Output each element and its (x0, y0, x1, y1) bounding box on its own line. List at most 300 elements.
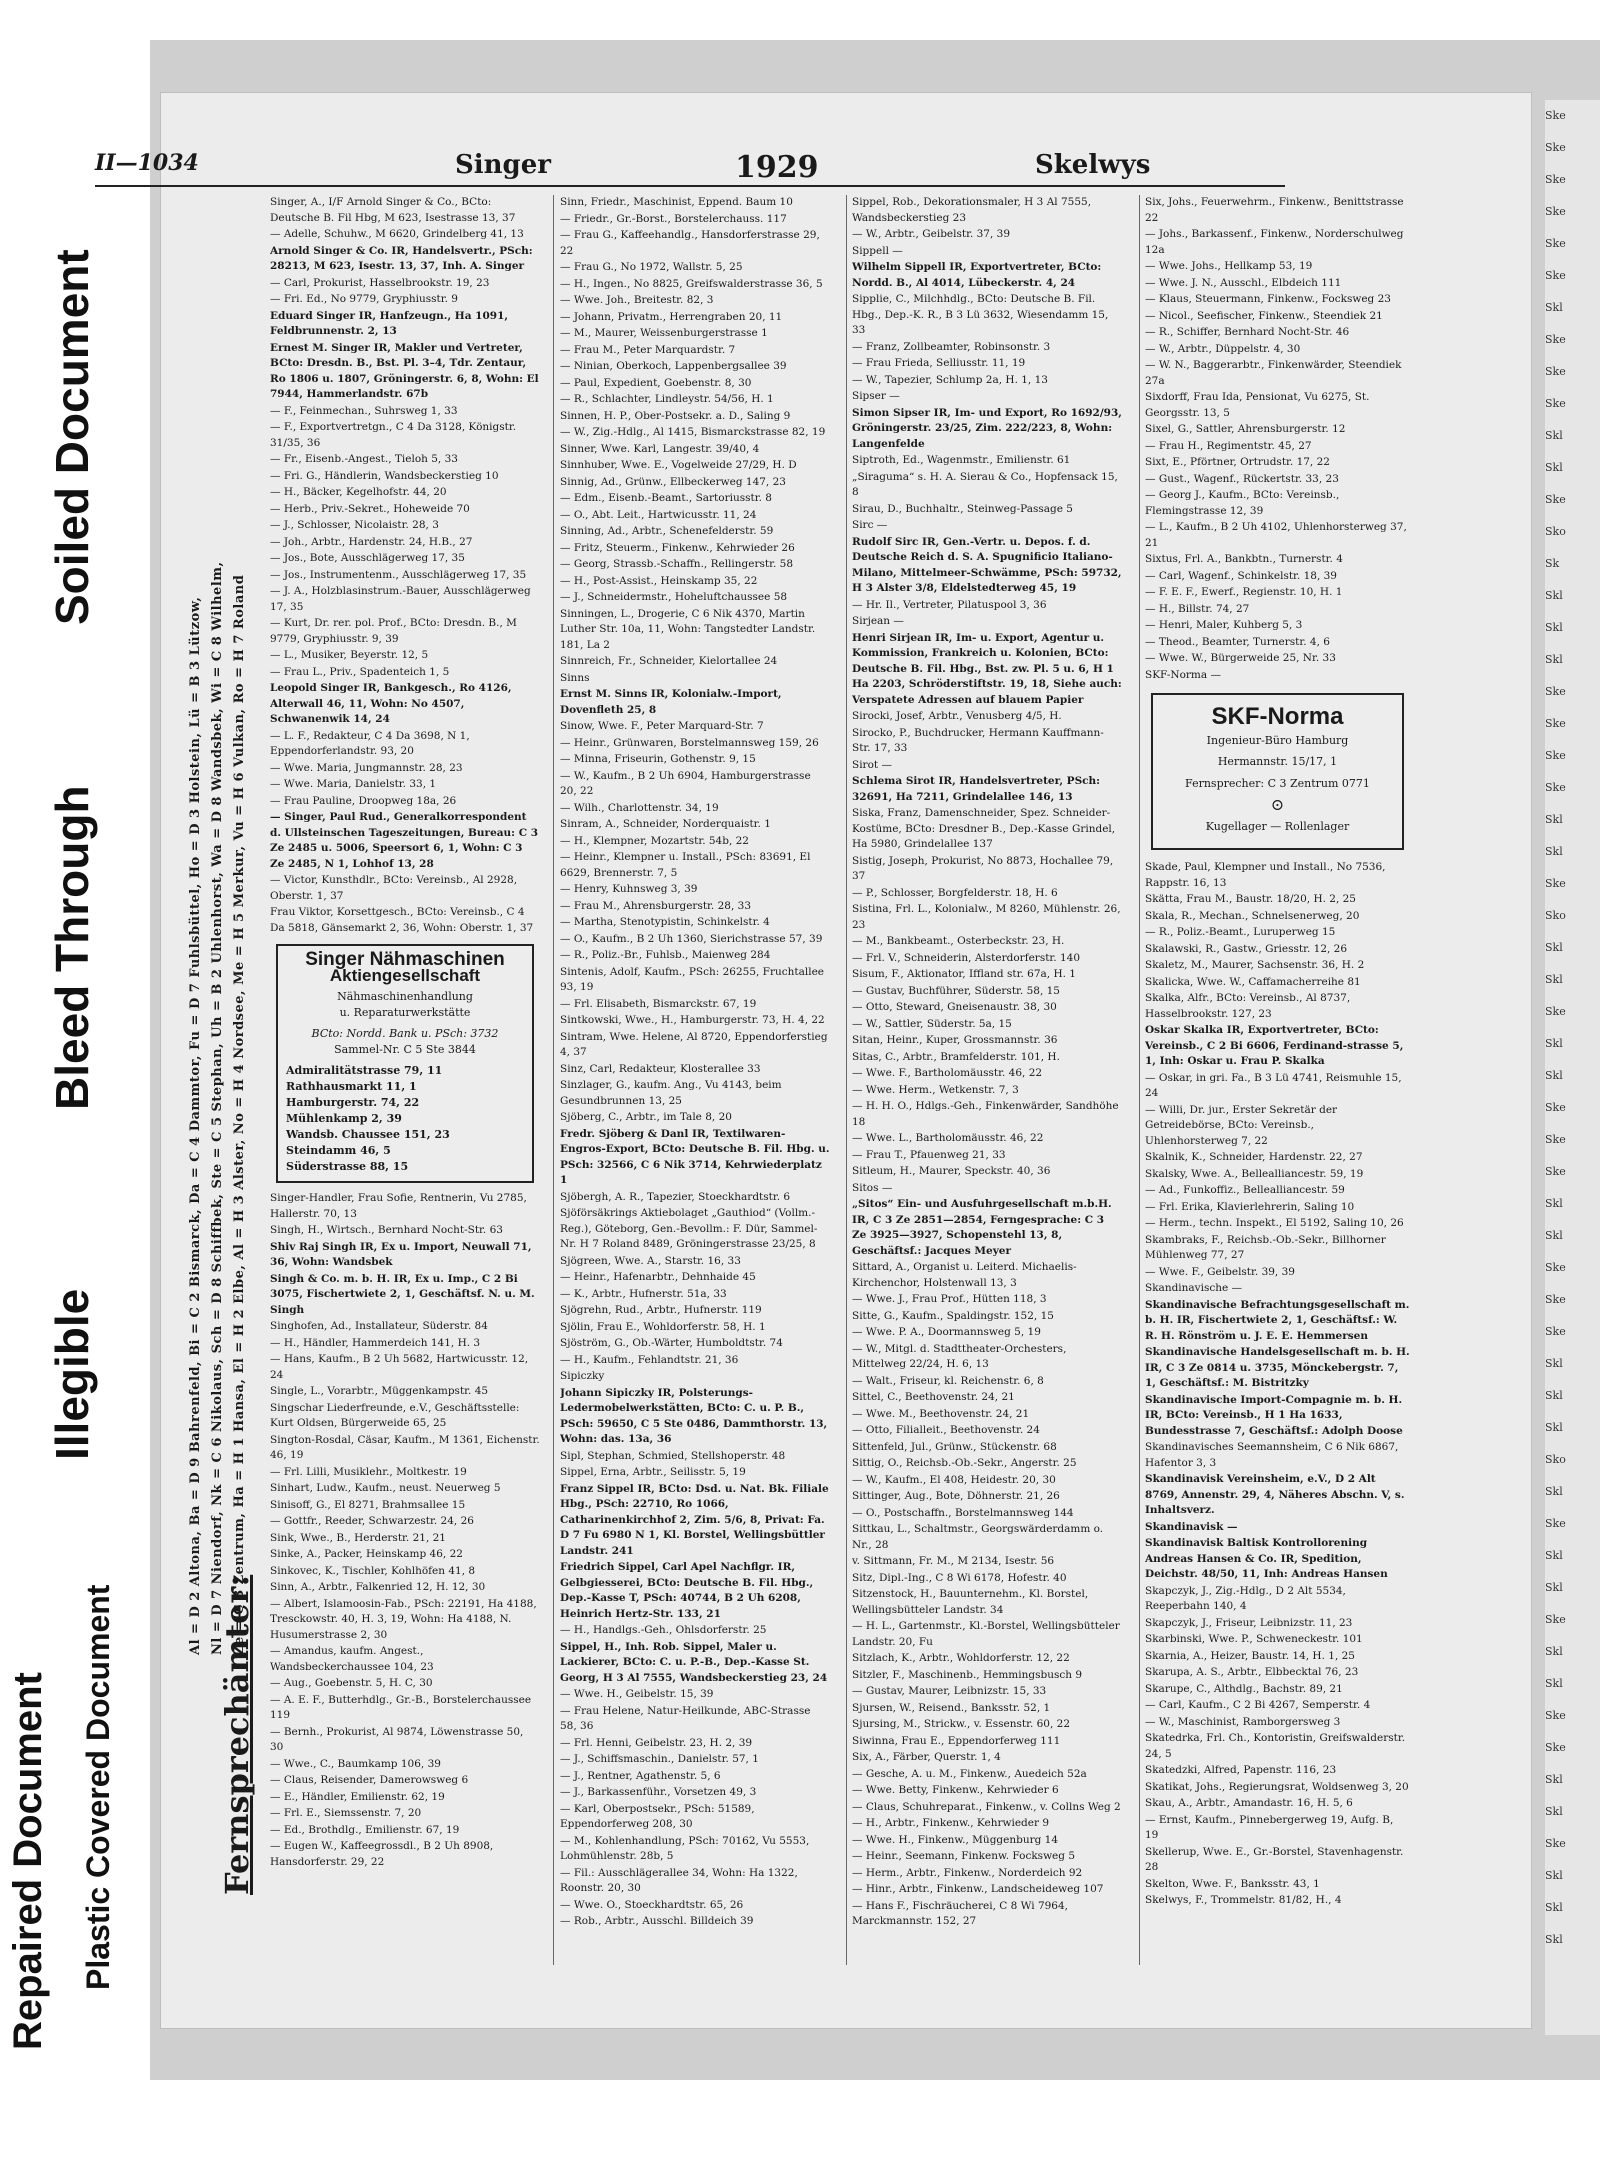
directory-entry: — Gustav, Buchführer, Süderstr. 58, 15 (852, 984, 1060, 997)
directory-entry: — H., Klempner, Mozartstr. 54b, 22 (560, 834, 749, 847)
directory-entry: Skarupe, C., Althdlg., Bachstr. 89, 21 (1145, 1682, 1343, 1695)
directory-entry: — Claus, Schuhreparat., Finkenw., v. Collns Weg 2 (852, 1800, 1121, 1813)
directory-entry: — Ninian, Oberkoch, Lappenbergsallee 39 (560, 360, 787, 372)
directory-entry: — E., Händler, Emilienstr. 62, 19 (270, 1790, 445, 1803)
directory-entry: — Frau G., Kaffeehandlg., Hansdorferstrasse 29, 22 (560, 229, 820, 257)
directory-entry: — H., Handlgs.-Geh., Ohlsdorferstr. 25 (560, 1624, 767, 1636)
directory-entry: — Hans F., Fischräucherei, C 8 Wi 7964, Marckmannstr. 152, 27 (852, 1899, 1068, 1927)
directory-entry: Single, L., Vorarbtr., Müggenkampstr. 45 (270, 1385, 489, 1397)
directory-entry: — Wwe. Maria, Danielstr. 33, 1 (270, 778, 437, 790)
next-page-fragment: Skl (1545, 589, 1563, 602)
directory-entry: Skandinavisches Seemannsheim, C 6 Nik 6867, Hafentor 3, 3 (1145, 1441, 1399, 1469)
directory-entry: — H., Ingen., No 8825, Greifswalderstrasse 36, 5 (560, 277, 823, 290)
directory-entry: Sirot — (852, 758, 892, 771)
directory-entry: Rudolf Sirc IR, Gen.-Vertr. u. Depos. f. d. Deutsche Reich d. S. A. Spugnificio Italiano-Milano, Mittelmeer-Schwämme, PSch: 59732, H 3 Alster 3/8, Eldelstedterweg 45, 19 (852, 535, 1122, 594)
directory-entry: — Adelle, Schuhw., M 6620, Grindelberg 41, 13 (270, 228, 524, 240)
directory-entry: — Paul, Expedient, Goebenstr. 8, 30 (560, 376, 752, 389)
directory-entry: Singhofen, Ad., Installateur, Süderstr. 84 (270, 1320, 488, 1332)
directory-entry: Sinow, Wwe. F., Peter Marquard-Str. 7 (560, 720, 764, 732)
next-page-fragment: Skl (1545, 461, 1563, 474)
directory-entry: Sinn, A., Arbtr., Falkenried 12, H. 12, 30 (270, 1581, 486, 1593)
next-page-fragment: Ske (1545, 333, 1566, 346)
directory-entry: Sinning, Ad., Arbtr., Schenefelderstr. 59 (560, 525, 774, 537)
directory-entry: SKF-Norma — (1145, 668, 1221, 681)
directory-entry: Sirjean — (852, 615, 904, 627)
directory-entry: Sixt, E., Pförtner, Ortrudstr. 17, 22 (1145, 456, 1330, 468)
directory-entry: — Wwe. P. A., Doormannsweg 5, 19 (852, 1326, 1041, 1338)
directory-entry: — Wwe. L., Bartholomäusstr. 46, 22 (852, 1132, 1044, 1144)
directory-entry: — J. A., Holzblasinstrum.-Bauer, Ausschlägerweg 17, 35 (270, 585, 531, 613)
directory-entry: Sintram, Wwe. Helene, Al 8720, Eppendorferstieg 4, 37 (560, 1030, 828, 1058)
directory-entry: Sinz, Carl, Redakteur, Klosterallee 33 (560, 1062, 761, 1075)
directory-entry: Skarnia, A., Heizer, Baustr. 14, H. 1, 25 (1145, 1649, 1355, 1662)
directory-entry: — Jos., Instrumentenm., Ausschlägerweg 17, 35 (270, 568, 527, 581)
next-page-fragment: Skl (1545, 1197, 1563, 1210)
directory-entry: Sitleum, H., Maurer, Speckstr. 40, 36 (852, 1165, 1051, 1177)
directory-entry: Sinn, Friedr., Maschinist, Eppend. Baum 10 (560, 196, 793, 208)
directory-entry: Sipplie, C., Milchhdlg., BCto: Deutsche B. Fil. Hbg., Dep.-K. R., B 3 Lü 3632, Wiesendamm 15, 33 (852, 293, 1109, 336)
directory-entry: — W., Sattler, Süderstr. 5a, 15 (852, 1017, 1012, 1030)
directory-entry: — Frau G., No 1972, Wallstr. 5, 25 (560, 261, 743, 273)
directory-entry: „Sitos“ Ein- und Ausfuhrgesellschaft m.b.H. IR, C 3 Ze 2851—2854, Ferngesprache: C 3 Ze 3925—3927, Schopenstehl 13, 8, Geschäftsf.: Jacques Meyer (852, 1198, 1112, 1257)
directory-entry: — Joh., Arbtr., Hardenstr. 24, H.B., 27 (270, 535, 473, 548)
directory-entry: Sirocko, P., Buchdrucker, Hermann Kauffmann-Str. 17, 33 (852, 726, 1104, 754)
ad-line: Hermannstr. 15/17, 1 (1217, 755, 1338, 768)
ad-line: Kugellager — Rollenlager (1205, 819, 1350, 833)
last-surname: Skelwys (1035, 150, 1151, 180)
directory-entry: Skellerup, Wwe. E., Gr.-Borstel, Stavenhagenstr. 28 (1145, 1845, 1404, 1873)
directory-entry: — Herm., Arbtr., Finkenw., Norderdeich 92 (852, 1866, 1083, 1879)
directory-entry: — H., Händler, Hammerdeich 141, H. 3 (270, 1336, 481, 1349)
directory-entry: — Hr. Il., Vertreter, Pilatuspool 3, 36 (852, 598, 1047, 611)
directory-entry: — M., Bankbeamt., Osterbeckstr. 23, H. (852, 935, 1065, 947)
directory-entry: Skalnik, K., Schneider, Hardenstr. 22, 27 (1145, 1151, 1363, 1163)
next-page-fragment: Ske (1545, 1165, 1566, 1178)
directory-entry: — Claus, Reisender, Damerowsweg 6 (270, 1774, 469, 1786)
legend-line: Al = D 2 Altona, Ba = D 9 Bahrenfeld, Bi = C 2 Bismarck, Da = C 4 Dammtor, Fu = D 7 Fuhlsbüttel, Ho = D 3 Holstein, Lü = B 3 Lützow, (188, 596, 203, 1655)
directory-entry: — Bernh., Prokurist, Al 9874, Löwenstrasse 50, 30 (270, 1725, 524, 1753)
next-page-fragment: Skl (1545, 1549, 1563, 1562)
directory-entry: Skapczyk, J., Zig.-Hdlg., D 2 Alt 5534, Reeperbahn 140, 4 (1145, 1584, 1346, 1612)
ad-branch-list (286, 1063, 524, 1175)
directory-entry: — Frl. Elisabeth, Bismarckstr. 67, 19 (560, 997, 757, 1010)
directory-entry: Sittel, C., Beethovenstr. 24, 21 (852, 1391, 1015, 1403)
directory-entry: Sjursen, W., Reisend., Banksstr. 52, 1 (852, 1701, 1051, 1714)
directory-entry: — R., Schiffer, Bernhard Nocht-Str. 46 (1145, 326, 1350, 338)
next-page-fragment: Skl (1545, 1485, 1563, 1498)
directory-entry: — Fri. G., Händlerin, Wandsbeckerstieg 10 (270, 469, 499, 482)
directory-entry: — Wilh., Charlottenstr. 34, 19 (560, 801, 719, 814)
directory-entry: — Wwe. Johs., Hellkamp 53, 19 (1145, 260, 1313, 272)
directory-column-4 (1145, 195, 1410, 1975)
directory-entry: — H., Billstr. 74, 27 (1145, 602, 1250, 615)
next-page-fragment: Ske (1545, 365, 1566, 378)
next-page-fragment: Skl (1545, 653, 1563, 666)
directory-entry: Sirc — (852, 519, 888, 531)
directory-entry: Sixdorff, Frau Ida, Pensionat, Vu 6275, St. Georgsstr. 13, 5 (1145, 391, 1370, 419)
directory-entry: Skade, Paul, Klempner und Install., No 7536, Rappstr. 16, 13 (1145, 861, 1386, 889)
directory-entry: Siptroth, Ed., Wagenmstr., Emilienstr. 61 (852, 454, 1071, 466)
directory-entry: „Siraguma“ s. H. A. Sierau & Co., Hopfensack 15, 8 (852, 470, 1118, 498)
directory-entry: — Kurt, Dr. rer. pol. Prof., BCto: Dresdn. B., M 9779, Gryphiusstr. 9, 39 (270, 617, 517, 645)
directory-entry: Sinkovec, K., Tischler, Kohlhöfen 41, 8 (270, 1564, 476, 1577)
directory-entry: Skalsky, Wwe. A., Bellealliancestr. 59, 19 (1145, 1167, 1364, 1180)
directory-entry: — Herb., Priv.-Sekret., Hoheweide 70 (270, 502, 470, 515)
directory-entry: v. Sittmann, Fr. M., M 2134, Isestr. 56 (852, 1555, 1055, 1567)
directory-entry: — Edm., Eisenb.-Beamt., Sartoriusstr. 8 (560, 492, 772, 504)
directory-entry: — Wwe. Maria, Jungmannstr. 28, 23 (270, 761, 463, 774)
directory-entry: Sinram, A., Schneider, Norderquaistr. 1 (560, 818, 771, 830)
directory-entry: Sjögreen, Wwe. A., Starstr. 16, 33 (560, 1254, 741, 1267)
next-page-fragment: Skl (1545, 1421, 1563, 1434)
next-page-edge (1545, 100, 1600, 2035)
next-page-fragment: Skl (1545, 1805, 1563, 1818)
directory-entry: — Willi, Dr. jur., Erster Sekretär der Getreidebörse, BCto: Vereinsb., Uhlenhorsterweg 7, 22 (1145, 1103, 1338, 1147)
directory-entry: Shiv Raj Singh IR, Ex u. Import, Neuwall 71, 36, Wohn: Wandsbek (270, 1240, 532, 1268)
directory-entry: Frau Viktor, Korsettgesch., BCto: Vereinsb., C 4 Da 5818, Gänsemarkt 2, 36, Wohn: Oberstr. 1, 37 (270, 906, 534, 934)
directory-entry: — Heinr., Grünwaren, Borstelmannsweg 159, 26 (560, 736, 819, 749)
directory-entry: Sinisoff, G., El 8271, Brahmsallee 15 (270, 1498, 466, 1511)
directory-entry: — A. E. F., Butterhdlg., Gr.-B., Borstelerchaussee 119 (270, 1693, 532, 1721)
label-repaired-document: Repaired Document (6, 1672, 50, 2050)
directory-entry: Sirau, D., Buchhaltr., Steinweg-Passage 5 (852, 502, 1073, 515)
next-page-fragment: Skl (1545, 1869, 1563, 1882)
directory-entry: Arnold Singer & Co. IR, Handelsvertr., PSch: 28213, M 623, Isestr. 13, 37, Inh. A. Singer (270, 244, 533, 272)
directory-entry: — Theod., Beamter, Turnerstr. 4, 6 (1145, 635, 1330, 648)
header-rule (95, 185, 1285, 187)
next-page-fragment: Ske (1545, 877, 1566, 890)
directory-entry: Sitos — (852, 1181, 893, 1194)
next-page-fragment: Ske (1545, 1101, 1566, 1114)
directory-entry: — Wwe. J. N., Ausschl., Elbdeich 111 (1145, 276, 1342, 289)
directory-entry: — F., Exportvertretgn., C 4 Da 3128, Königstr. 31/35, 36 (270, 421, 517, 449)
directory-entry: Sjursing, M., Strickw., v. Essenstr. 60, 22 (852, 1718, 1071, 1730)
year: 1929 (735, 150, 819, 185)
next-page-fragment: Skl (1545, 1901, 1563, 1914)
directory-entry: Ernest M. Singer IR, Makler und Vertreter, BCto: Dresdn. B., Bst. Pl. 3–4, Tdr. Zentaur, Ro 1806 u. 1807, Gröningerstr. 6, 8, Wohn: El 7944, Hammerlandstr. 67b (270, 341, 539, 400)
directory-entry: — Wwe. F., Geibelstr. 39, 39 (1145, 1265, 1295, 1278)
next-page-fragment: Skl (1545, 1645, 1563, 1658)
next-page-fragment: Ske (1545, 1325, 1566, 1338)
directory-entry: Sinnen, H. P., Ober-Postsekr. a. D., Saling 9 (560, 409, 791, 422)
directory-entry: — Klaus, Steuermann, Finkenw., Focksweg 23 (1145, 293, 1391, 305)
next-page-fragment: Ske (1545, 205, 1566, 218)
directory-entry: — W., Zig.-Hdlg., Al 1415, Bismarckstrasse 82, 19 (560, 426, 826, 438)
directory-entry: — F. E. F., Ewerf., Regienstr. 10, H. 1 (1145, 586, 1343, 598)
directory-entry: — Georg, Strassb.-Schaffn., Rellingerstr. 58 (560, 558, 794, 570)
directory-entry: Singer-Handler, Frau Sofie, Rentnerin, Vu 2785, Hallerstr. 70, 13 (270, 1192, 527, 1220)
directory-entry: Singh, H., Wirtsch., Bernhard Nocht-Str. 63 (270, 1224, 503, 1236)
directory-entry: — H., Arbtr., Finkenw., Kehrwieder 9 (852, 1817, 1050, 1829)
directory-entry: — Gust., Wagenf., Rückertstr. 33, 23 (1145, 472, 1339, 485)
directory-entry: Skandinavische — (1145, 1282, 1243, 1294)
directory-entry: — Ad., Funkoffiz., Bellealliancestr. 59 (1145, 1184, 1345, 1196)
directory-entry: Sjöström, G., Ob.-Wärter, Humboldtstr. 74 (560, 1337, 783, 1349)
directory-entry: Sixel, G., Sattler, Ahrensburgerstr. 12 (1145, 423, 1346, 435)
next-page-fragment: Skl (1545, 1773, 1563, 1786)
directory-entry: — K., Arbtr., Hufnerstr. 51a, 33 (560, 1287, 727, 1300)
directory-entry: Sitzlach, K., Arbtr., Wohldorferstr. 12, 22 (852, 1652, 1070, 1664)
directory-entry: Sinnhuber, Wwe. E., Vogelweide 27/29, H. D (560, 459, 797, 471)
ad-bank: BCto: Nordd. Bank u. PSch: 3732 (311, 1027, 499, 1040)
label-plastic-covered-document: Plastic Covered Document (80, 1584, 116, 1990)
next-page-fragment: Ske (1545, 397, 1566, 410)
directory-entry: Johann Sipiczky IR, Polsterungs-Ledermobelwerkstätten, BCto: C. u. P. B., PSch: 59650, C 5 Ste 0486, Dammthorstr. 13, Wohn: das. 13a, 36 (560, 1386, 828, 1445)
next-page-fragment: Skl (1545, 1933, 1563, 1946)
directory-entry: — Frau M., Peter Marquardstr. 7 (560, 343, 736, 356)
directory-entry: Skelwys, F., Trommelstr. 81/82, H., 4 (1145, 1894, 1342, 1906)
next-page-fragment: Ske (1545, 1613, 1566, 1626)
directory-entry: Skandinavische Handelsgesellschaft m. b. H. IR, C 3 Ze 0814 u. 3735, Mönckebergstr. 7, 1, Geschäftsf.: M. Bistritzky (1145, 1346, 1410, 1389)
singer-advertisement (276, 944, 534, 1183)
label-soiled-document: Soiled Document (46, 249, 98, 625)
next-page-fragment: Ske (1545, 141, 1566, 154)
directory-entry: — J., Barkassenführ., Vorsetzen 49, 3 (560, 1786, 757, 1798)
directory-column-3 (852, 195, 1122, 1975)
directory-entry: — Frau H., Regimentstr. 45, 27 (1145, 439, 1312, 452)
directory-entry: Sippell — (852, 244, 903, 257)
directory-entry: Skala, R., Mechan., Schnelsenerweg, 20 (1145, 909, 1360, 922)
directory-entry: — Frl. Erika, Klavierlehrerin, Saling 10 (1145, 1200, 1355, 1213)
next-page-fragment: Ske (1545, 109, 1566, 122)
next-page-fragment: Ske (1545, 685, 1566, 698)
directory-entry: — R., Schlachter, Lindleystr. 54/56, H. 1 (560, 393, 774, 405)
next-page-fragment: Skl (1545, 1229, 1563, 1242)
directory-entry: Oskar Skalka IR, Exportvertreter, BCto: Vereinsb., C 2 Bi 6606, Ferdinand-strasse 5, 1, Inh: Oskar u. Frau P. Skalka (1145, 1024, 1404, 1067)
directory-entry: Skalka, Alfr., BCto: Vereinsb., Al 8737, Hasselbrookstr. 127, 23 (1145, 992, 1351, 1020)
ad-branch: Süderstrasse 88, 15 (286, 1160, 409, 1173)
directory-entry: — M., Maurer, Weissenburgerstrasse 1 (560, 327, 768, 339)
directory-entry: Singschar Liederfreunde, e.V., Geschäftsstelle: Kurt Oldsen, Bürgerweide 65, 25 (270, 1401, 520, 1429)
directory-entry: Sipiczky (560, 1370, 605, 1382)
directory-entry: — Frl. E., Siemssenstr. 7, 20 (270, 1807, 422, 1819)
directory-entry: — O., Kaufm., B 2 Uh 1360, Sierichstrasse 57, 39 (560, 932, 823, 945)
directory-entry: Fredr. Sjöberg & Danl IR, Textilwaren-Engros-Export, BCto: Deutsche B. Fil. Hbg. u. PSch: 32566, C 6 Nik 3714, Kehrwiederplatz 1 (560, 1127, 830, 1186)
next-page-fragment: Skl (1545, 973, 1563, 986)
directory-entry: — Singer, Paul Rud., Generalkorrespondent d. Ullsteinschen Tageszeitungen, Bureau: C 3 Ze 2485 u. 5006, Speersort 6, 1, Wohn: C 3 Ze 2485, N 1, Lohhof 13, 28 (270, 811, 539, 870)
directory-entry: — Wwe. M., Beethovenstr. 24, 21 (852, 1407, 1030, 1420)
skf-advertisement (1151, 693, 1404, 850)
directory-entry: Skatikat, Johs., Regierungsrat, Woldsenweg 3, 20 (1145, 1780, 1409, 1793)
ad-line: Ingenieur-Büro Hamburg (1206, 733, 1349, 747)
directory-entry: Skätta, Frau M., Baustr. 18/20, H. 2, 25 (1145, 893, 1356, 905)
next-page-fragment: Ske (1545, 237, 1566, 250)
directory-entry: Sington-Rosdal, Cäsar, Kaufm., M 1361, Eichenstr. 46, 19 (270, 1433, 540, 1461)
directory-entry: — Johann, Privatm., Herrengraben 20, 11 (560, 310, 783, 323)
directory-entry: Sitz, Dipl.-Ing., C 8 Wi 6178, Hofestr. 40 (852, 1571, 1067, 1584)
directory-entry: — Frau M., Ahrensburgerstr. 28, 33 (560, 899, 751, 912)
directory-entry: — L., Musiker, Beyerstr. 12, 5 (270, 649, 429, 661)
ad-branch: Admiralitätstrasse 79, 11 (286, 1064, 443, 1077)
first-surname: Singer (455, 150, 551, 180)
ad-line: u. Reparaturwerkstätte (339, 1005, 471, 1019)
directory-entry: Siwinna, Frau E., Eppendorferweg 111 (852, 1734, 1061, 1747)
ad-subtitle: Aktiengesellschaft (329, 965, 481, 985)
directory-entry: Skau, A., Arbtr., Amandastr. 16, H. 5, 6 (1145, 1797, 1353, 1809)
directory-entry: Skambraks, F., Reichsb.-Ob.-Sekr., Billhorner Mühlenweg 77, 27 (1145, 1233, 1386, 1261)
directory-entry: Singer, A., I/F Arnold Singer & Co., BCto: Deutsche B. Fil Hbg, M 623, Isestrasse 13, 37 (270, 196, 516, 224)
directory-entry: — Fritz, Steuerm., Finkenw., Kehrwieder 26 (560, 541, 795, 554)
directory-entry: — H., Post-Assist., Heinskamp 35, 22 (560, 574, 758, 587)
directory-column-1 (270, 195, 540, 1975)
next-page-fragment: Ske (1545, 1517, 1566, 1530)
directory-entry: — Herm., techn. Inspekt., El 5192, Saling 10, 26 (1145, 1217, 1404, 1229)
directory-entry: — Heinr., Hafenarbtr., Dehnhaide 45 (560, 1271, 756, 1283)
next-page-fragment: Ske (1545, 749, 1566, 762)
directory-entry: Sinningen, L., Drogerie, C 6 Nik 4370, Martin Luther Str. 10a, 11, Wohn: Tangstedter Landstr. 181, La 2 (560, 607, 816, 651)
directory-entry: — Fr., Eisenb.-Angest., Tieloh 5, 33 (270, 453, 458, 465)
next-page-fragment: Skl (1545, 429, 1563, 442)
directory-entry: — R., Poliz.-Beamt., Luruperweg 15 (1145, 926, 1336, 938)
directory-entry: Sippel, Erna, Arbtr., Seilisstr. 5, 19 (560, 1466, 746, 1478)
directory-entry: — Albert, Islamoosin-Fab., PSch: 22191, Ha 4188, Tresckowstr. 40, H. 3, 19, Wohn: Ha 4188, N. Husumerstrasse 2, 30 (270, 1597, 537, 1641)
directory-entry: — W. N., Baggerarbtr., Finkenwärder, Steendiek 27a (1145, 359, 1402, 387)
next-page-fragment: Skl (1545, 621, 1563, 634)
directory-entry: Sinhart, Ludw., Kaufm., neust. Neuerweg 5 (270, 1482, 501, 1494)
column-divider (553, 195, 554, 1965)
directory-entry: — Ernst, Kaufm., Pinnebergerweg 19, Aufg. B, 19 (1145, 1813, 1394, 1841)
directory-entry: Sittenfeld, Jul., Grünw., Stückenstr. 68 (852, 1440, 1057, 1453)
directory-entry: Sinner, Wwe. Karl, Langestr. 39/40, 4 (560, 442, 760, 455)
directory-entry: — W., Maschinist, Ramborgersweg 3 (1145, 1715, 1341, 1728)
directory-entry: — Frau T., Pfauenweg 21, 33 (852, 1148, 1006, 1161)
next-page-fragment: Skl (1545, 1357, 1563, 1370)
directory-entry: Sinzlager, G., kaufm. Ang., Vu 4143, beim Gesundbrunnen 13, 25 (560, 1079, 782, 1107)
directory-entry: Sjöförsäkrings Aktiebolaget „Gauthiod“ (Vollm.-Reg.), Göteborg, Gen.-Bevollm.: F. Dür, Sammel-Nr. H 7 Roland 8489, Gröningerstrasse 23/25, 8 (560, 1207, 818, 1250)
directory-entry: — Aug., Goebenstr. 5, H. C, 30 (270, 1677, 433, 1689)
directory-entry: Sippel, Rob., Dekorationsmaler, H 3 Al 7555, Wandsbeckerstieg 23 (852, 196, 1092, 224)
directory-entry: Siska, Franz, Damenschneider, Spez. Schneider-Kostüme, BCto: Dresdner B., Dep.-Kasse Grindel, Ha 5980, Grindelallee 137 (852, 807, 1116, 850)
directory-entry: — Wwe. H., Finkenw., Müggenburg 14 (852, 1833, 1059, 1846)
directory-entry: Wilhelm Sippell IR, Exportvertreter, BCto: Nordd. B., Al 4014, Lübeckerstr. 4, 24 (852, 261, 1102, 289)
directory-entry: — Minna, Friseurin, Gothenstr. 9, 15 (560, 753, 756, 765)
directory-entry: — Frau Frieda, Selliusstr. 11, 19 (852, 357, 1026, 369)
directory-entry: — Frau Helene, Natur-Heilkunde, ABC-Strasse 58, 36 (560, 1704, 811, 1732)
directory-entry: — Frl. V., Schneiderin, Alsterdorferstr. 140 (852, 951, 1081, 964)
directory-entry: Schlema Sirot IR, Handelsvertreter, PSch: 32691, Ha 7211, Grindelallee 146, 13 (852, 775, 1101, 803)
directory-entry: Sjögrehn, Rud., Arbtr., Hufnerstr. 119 (560, 1304, 762, 1316)
directory-entry: — Jos., Bote, Ausschlägerweg 17, 35 (270, 552, 465, 564)
directory-entry: Six, A., Färber, Querstr. 1, 4 (852, 1751, 1001, 1763)
directory-entry: Franz Sippel IR, BCto: Dsd. u. Nat. Bk. Filiale Hbg., PSch: 22710, Ro 1066, Catharinenkirchhof 2, Zim. 5/6, 8, Privat: Fa. D 7 Fu 6980 N 1, Kl. Borstel, Wellingsbüttler Landstr. 241 (560, 1482, 829, 1557)
directory-entry: Sittkau, L., Schaltmstr., Georgswärderdamm o. Nr., 28 (852, 1523, 1104, 1551)
directory-entry: Sistig, Joseph, Prokurist, No 8873, Hochallee 79, 37 (852, 854, 1114, 882)
directory-entry: Sixtus, Frl. A., Bankbtn., Turnerstr. 4 (1145, 553, 1343, 565)
ad-phone: Sammel-Nr. C 5 Ste 3844 (334, 1042, 476, 1056)
directory-entry: — M., Kohlenhandlung, PSch: 70162, Vu 5553, Lohmühlenstr. 28b, 5 (560, 1834, 810, 1862)
directory-entry: — Wwe., C., Baumkamp 106, 39 (270, 1757, 441, 1770)
directory-entry: Skaletz, M., Maurer, Sachsenstr. 36, H. 2 (1145, 959, 1365, 971)
directory-entry: Skarbinski, Wwe. P., Schweneckestr. 101 (1145, 1633, 1363, 1645)
directory-entry: — W., Kaufm., El 408, Heidestr. 20, 30 (852, 1473, 1056, 1486)
ring-icon: ⊙ (1270, 795, 1285, 814)
next-page-fragment: Ske (1545, 1261, 1566, 1274)
directory-entry: Sippel, H., Inh. Rob. Sippel, Maler u. Lackierer, BCto: C. u. P.-B., Dep.-Kasse St. Georg, H 3 Al 7555, Wandsbeckerstieg 23, 24 (560, 1640, 828, 1684)
next-page-fragment: Skl (1545, 1037, 1563, 1050)
ad-branch: Wandsb. Chaussee 151, 23 (286, 1128, 450, 1141)
directory-entry: — Oskar, in gri. Fa., B 3 Lü 4741, Reismuhle 15, 24 (1145, 1071, 1402, 1099)
directory-entry: — Martha, Stenotypistin, Schinkelstr. 4 (560, 916, 770, 928)
directory-entry: — Nicol., Seefischer, Finkenw., Steendiek 21 (1145, 309, 1383, 322)
directory-entry: — Victor, Kunsthdlr., BCto: Vereinsb., Al 2928, Oberstr. 1, 37 (270, 874, 518, 902)
directory-entry: Sitte, G., Kaufm., Spaldingstr. 152, 15 (852, 1309, 1054, 1322)
next-page-fragment: Ske (1545, 493, 1566, 506)
directory-entry: Skatedrka, Frl. Ch., Kontoristin, Greifswalderstr. 24, 5 (1145, 1732, 1406, 1760)
directory-entry: — J., Schiffsmaschin., Danielstr. 57, 1 (560, 1753, 759, 1765)
directory-entry: Skandinavische Befrachtungsgesellschaft m. b. H. IR, Fischertwiete 2, 1, Geschäftsf.: W. R. H. Rönström u. J. E. E. Hemmersen (1145, 1298, 1410, 1342)
directory-entry: Sipl, Stephan, Schmied, Stellshoperstr. 48 (560, 1449, 786, 1462)
directory-entry: — J., Schneidermstr., Hoheluftchaussee 58 (560, 591, 788, 603)
directory-entry: Sjöbergh, A. R., Tapezier, Stoeckhardtstr. 6 (560, 1190, 791, 1203)
next-page-fragment: Ske (1545, 1741, 1566, 1754)
directory-entry: Skatedzki, Alfred, Papenstr. 116, 23 (1145, 1764, 1337, 1776)
directory-entry: — J., Rentner, Agathenstr. 5, 6 (560, 1769, 721, 1782)
directory-entry: Ernst M. Sinns IR, Kolonialw.-Import, Dovenfleth 25, 8 (560, 688, 782, 716)
directory-entry: — Fil.: Ausschlägerallee 34, Wohn: Ha 1322, Roonstr. 20, 30 (560, 1866, 798, 1894)
directory-entry: Skandinavische Import-Compagnie m. b. H. IR, BCto: Vereinsb., H 1 Ha 1633, Bundesstrasse 7, Geschäftsf.: Adolph Doose (1145, 1393, 1403, 1437)
legend-line: Nl = D 7 Niendorf, Nk = C 6 Nikolaus, Sch = D 8 Schiffbek, Ste = C 5 Stephan, Uh = B 2 Uhlenhorst, Wa = D 8 Wandsbek, Wi = C 8 Wilhelm, (210, 561, 225, 1655)
directory-entry: — Friedr., Gr.-Borst., Borstelerchauss. 117 (560, 212, 787, 225)
directory-entry: Sjöberg, C., Arbtr., im Tale 8, 20 (560, 1111, 732, 1123)
ad-branch: Steindamm 46, 5 (286, 1144, 391, 1157)
directory-entry: — W., Arbtr., Düppelstr. 4, 30 (1145, 342, 1301, 355)
directory-entry: Skandinavisk Baltisk Kontrollorening Andreas Hansen & Co. IR, Spedition, Deichstr. 48/50, 11, Inh: Andreas Hansen (1145, 1537, 1388, 1580)
directory-entry: Skalicka, Wwe. W., Caffamacherreihe 81 (1145, 975, 1361, 988)
next-page-fragment: Ske (1545, 1709, 1566, 1722)
next-page-fragment: Ske (1545, 1005, 1566, 1018)
legend-line: Ze = C 3 Zentrum, Ha = H 1 Hansa, El = H 2 Elbe, Al = H 3 Alster, No = H 4 Nordsee, Me = H 5 Merkur, Vu = H 6 Vulkan, Ro = H 7 Roland (232, 574, 247, 1655)
directory-entry: — O., Abt. Leit., Hartwicusstr. 11, 24 (560, 508, 757, 521)
directory-entry: — L. F., Redakteur, C 4 Da 3698, N 1, Eppendorferlandstr. 93, 20 (270, 729, 470, 757)
directory-entry: — W., Arbtr., Geibelstr. 37, 39 (852, 228, 1011, 240)
next-page-fragment: Skl (1545, 941, 1563, 954)
next-page-fragment: Skl (1545, 813, 1563, 826)
next-page-fragment: Skl (1545, 301, 1563, 314)
directory-entry: — Wwe. Betty, Finkenw., Kehrwieder 6 (852, 1784, 1059, 1796)
column-divider (1139, 195, 1140, 1965)
next-page-fragment: Ske (1545, 1837, 1566, 1850)
ad-branch: Mühlenkamp 2, 39 (286, 1112, 402, 1125)
directory-entry: Skelton, Wwe. F., Banksstr. 43, 1 (1145, 1877, 1320, 1890)
next-page-fragment: Skl (1545, 1069, 1563, 1082)
directory-entry: Sirocki, Josef, Arbtr., Venusberg 4/5, H. (852, 710, 1062, 722)
next-page-fragment: Ske (1545, 1293, 1566, 1306)
ad-title: Singer Nähmaschinen (305, 949, 505, 970)
next-page-fragment: Ske (1545, 717, 1566, 730)
directory-entry: — Heinr., Seemann, Finkenw. Focksweg 5 (852, 1850, 1076, 1862)
directory-entry: — Carl, Wagenf., Schinkelstr. 18, 39 (1145, 569, 1337, 582)
directory-entry: — Wwe. F., Bartholomäusstr. 46, 22 (852, 1067, 1043, 1079)
directory-entry: — Heinr., Klempner u. Install., PSch: 83691, El 6629, Brennerstr. 7, 5 (560, 851, 811, 879)
directory-entry: Sinnig, Ad., Grünw., Ellbeckerweg 147, 23 (560, 475, 786, 488)
directory-entry: — Wwe. W., Bürgerweide 25, Nr. 33 (1145, 652, 1336, 664)
directory-entry: — J., Schlosser, Nicolaistr. 28, 3 (270, 519, 439, 531)
phone-exchange-legend (180, 225, 260, 1895)
next-page-fragment: Sko (1545, 525, 1566, 538)
directory-entry: — H., Kaufm., Fehlandtstr. 21, 36 (560, 1353, 739, 1366)
next-page-fragment: Ske (1545, 781, 1566, 794)
directory-entry: — Wwe. J., Frau Prof., Hütten 118, 3 (852, 1293, 1047, 1305)
ad-branch: Hamburgerstr. 74, 22 (286, 1096, 420, 1109)
directory-entry: Six, Johs., Feuerwehrm., Finkenw., Benittstrasse 22 (1145, 196, 1404, 224)
directory-entry: — Otto, Steward, Gneisenaustr. 38, 30 (852, 1001, 1057, 1013)
directory-entry: — Frl. Lilli, Musiklehr., Moltkestr. 19 (270, 1465, 467, 1478)
directory-entry: Sistina, Frl. L., Kolonialw., M 8260, Mühlenstr. 26, 23 (852, 903, 1121, 931)
label-illegible: Illegible (46, 1288, 98, 1460)
directory-entry: — W., Mitgl. d. Stadttheater-Orchesters, Mittelweg 22/24, H. 6, 13 (852, 1342, 1067, 1370)
directory-entry: — O., Postschaffn., Borstelmannsweg 144 (852, 1506, 1074, 1519)
page-header (95, 150, 1285, 190)
